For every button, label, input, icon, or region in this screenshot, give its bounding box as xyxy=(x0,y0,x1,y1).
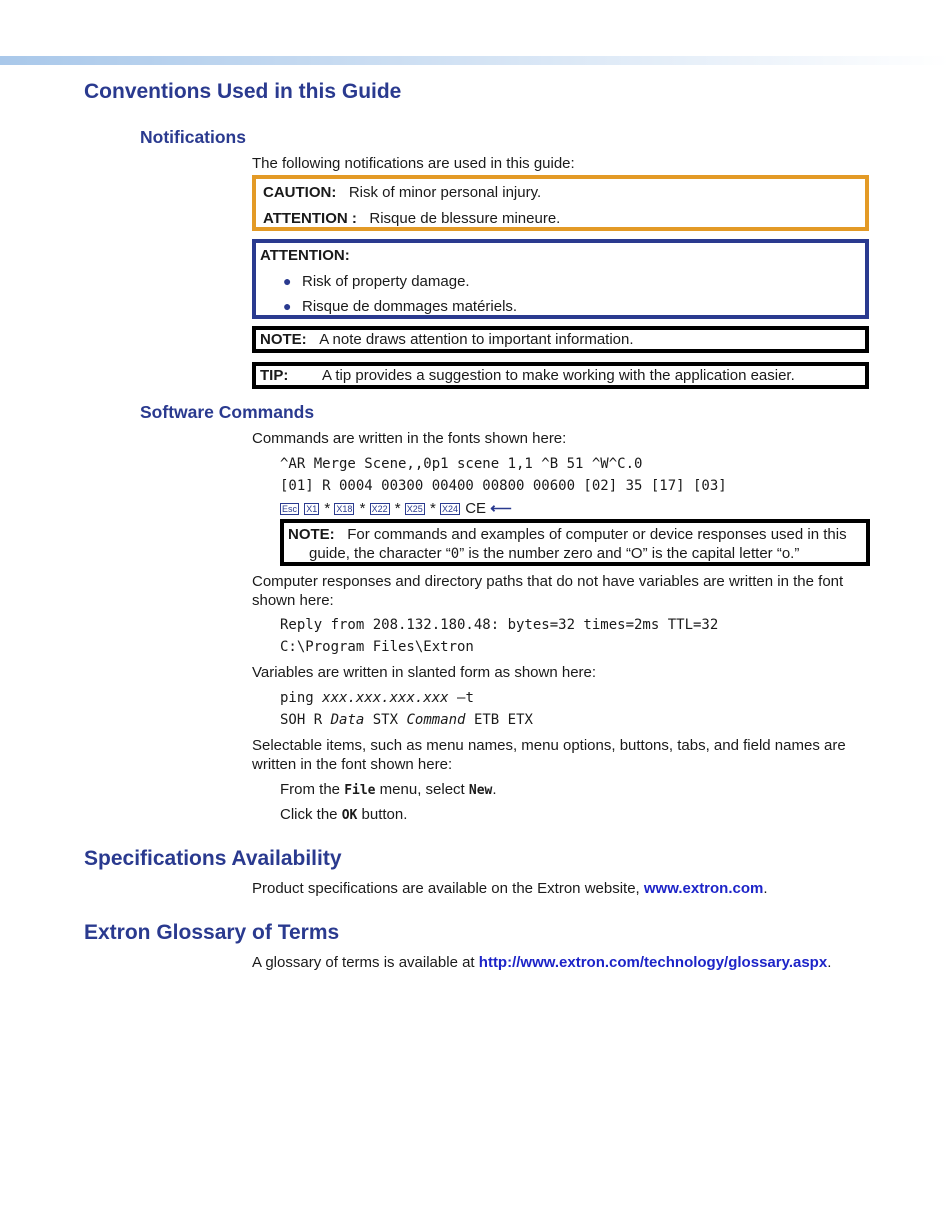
commands-note-text-1: For commands and examples of computer or device responses used in this xyxy=(347,526,847,543)
note-label: NOTE: xyxy=(260,331,307,348)
key-x18: X18 xyxy=(336,504,353,515)
reply-example: Reply from 208.132.180.48: bytes=32 times=2ms TTL=32 xyxy=(280,617,719,633)
key-x22: X22 xyxy=(371,504,388,515)
responses-intro-1: Computer responses and directory paths that do not have variables are written in the font xyxy=(252,573,844,590)
attention-fr-line xyxy=(263,209,560,228)
period: . xyxy=(763,880,768,897)
glossary-link[interactable]: http://www.extron.com/technology/glossary.aspx xyxy=(478,954,828,971)
key-x1: X1 xyxy=(306,504,318,515)
new-option: New xyxy=(468,783,493,798)
note-line xyxy=(260,330,634,349)
caution-line xyxy=(263,183,541,202)
tip-box xyxy=(252,362,869,389)
caution-box xyxy=(252,175,869,231)
key-x24: X24 xyxy=(442,504,459,515)
select-intro-2: written in the font shown here: xyxy=(252,756,453,773)
glossary-text: A glossary of terms is available at xyxy=(252,954,475,971)
star: * xyxy=(394,500,401,517)
notifications-intro: The following notifications are used in this guide: xyxy=(252,155,575,172)
command-example-2: [01] R 0004 00300 00400 00800 00600 [02] 35 [17] [03] xyxy=(280,478,727,494)
command-example-3 xyxy=(280,499,512,518)
commands-note-text-2b: ” is the number zero and “O” is the capital letter “o.” xyxy=(459,545,800,562)
tip-label: TIP: xyxy=(260,367,289,384)
vars-intro: Variables are written in slanted form as shown here: xyxy=(252,664,597,681)
note-box xyxy=(252,326,869,353)
ping-example xyxy=(280,689,474,708)
responses-intro-2: shown here: xyxy=(252,592,334,609)
commands-note-box xyxy=(280,519,870,566)
attention-fr-text: Risque de blessure mineure. xyxy=(369,210,561,227)
ok-button-example xyxy=(280,805,407,825)
attention-fr-label: ATTENTION : xyxy=(263,210,357,227)
attention-label: ATTENTION: xyxy=(260,247,350,264)
commands-note-text-2a: guide, the character “ xyxy=(309,545,451,562)
caution-text: Risk of minor personal injury. xyxy=(348,184,542,201)
key-x25: X25 xyxy=(406,504,423,515)
header-gradient-bar xyxy=(0,56,950,65)
star: * xyxy=(359,500,366,517)
soh-example xyxy=(280,711,533,730)
menu-select: menu, select xyxy=(379,781,465,798)
attention-box xyxy=(252,239,869,319)
from-the: From the xyxy=(280,781,341,798)
zero-char: 0 xyxy=(450,546,460,562)
heading-glossary: Extron Glossary of Terms xyxy=(84,921,340,944)
click-the: Click the xyxy=(280,806,338,823)
soh-c: ETB ETX xyxy=(473,712,533,728)
bullet-icon: ● xyxy=(283,273,292,289)
soh-command: Command xyxy=(406,712,466,728)
file-menu-name: File xyxy=(344,783,376,798)
ping-cmd: ping xyxy=(280,690,314,706)
extron-website-link[interactable]: www.extron.com xyxy=(643,880,764,897)
commands-note-line-1 xyxy=(288,525,847,544)
ping-flag: —t xyxy=(457,690,474,706)
ping-var: xxx.xxx.xxx.xxx xyxy=(322,690,449,706)
heading-conventions: Conventions Used in this Guide xyxy=(84,80,402,103)
heading-notifications: Notifications xyxy=(140,127,246,147)
bullet-icon: ● xyxy=(283,298,292,314)
heading-specs: Specifications Availability xyxy=(84,847,342,870)
select-intro-1: Selectable items, such as menu names, menu options, buttons, tabs, and field names are xyxy=(252,737,846,754)
attention-item: Risk of property damage. xyxy=(302,273,470,290)
specs-line xyxy=(252,879,768,898)
key-esc: Esc xyxy=(282,504,298,515)
attention-item: Risque de dommages matériels. xyxy=(302,298,518,315)
tip-text: A tip provides a suggestion to make working with the application easier. xyxy=(322,367,795,384)
soh-data: Data xyxy=(330,712,365,728)
soh-a: SOH R xyxy=(280,712,323,728)
button-word: button. xyxy=(361,806,408,823)
path-example: C:\Program Files\Extron xyxy=(280,639,474,655)
period: . xyxy=(492,781,497,798)
soh-b: STX xyxy=(372,712,399,728)
command-example-1: ^AR Merge Scene,,0p1 scene 1,1 ^B 51 ^W^C.0 xyxy=(280,456,643,472)
tip-line xyxy=(260,366,795,385)
note-text: A note draws attention to important information. xyxy=(319,331,634,348)
commands-note-label: NOTE: xyxy=(288,526,335,543)
caution-label: CAUTION: xyxy=(263,184,337,201)
commands-note-line-2 xyxy=(309,544,799,564)
star: * xyxy=(324,500,331,517)
ce-text: CE xyxy=(465,500,487,517)
period: . xyxy=(827,954,832,971)
glossary-line xyxy=(252,953,831,972)
commands-intro: Commands are written in the fonts shown here: xyxy=(252,430,567,447)
left-arrow-icon: ⟵ xyxy=(490,500,512,517)
specs-text: Product specifications are available on the Extron website, xyxy=(252,880,640,897)
heading-software-commands: Software Commands xyxy=(140,402,315,422)
file-menu-example xyxy=(280,780,497,800)
ok-name: OK xyxy=(341,808,358,823)
star: * xyxy=(429,500,436,517)
